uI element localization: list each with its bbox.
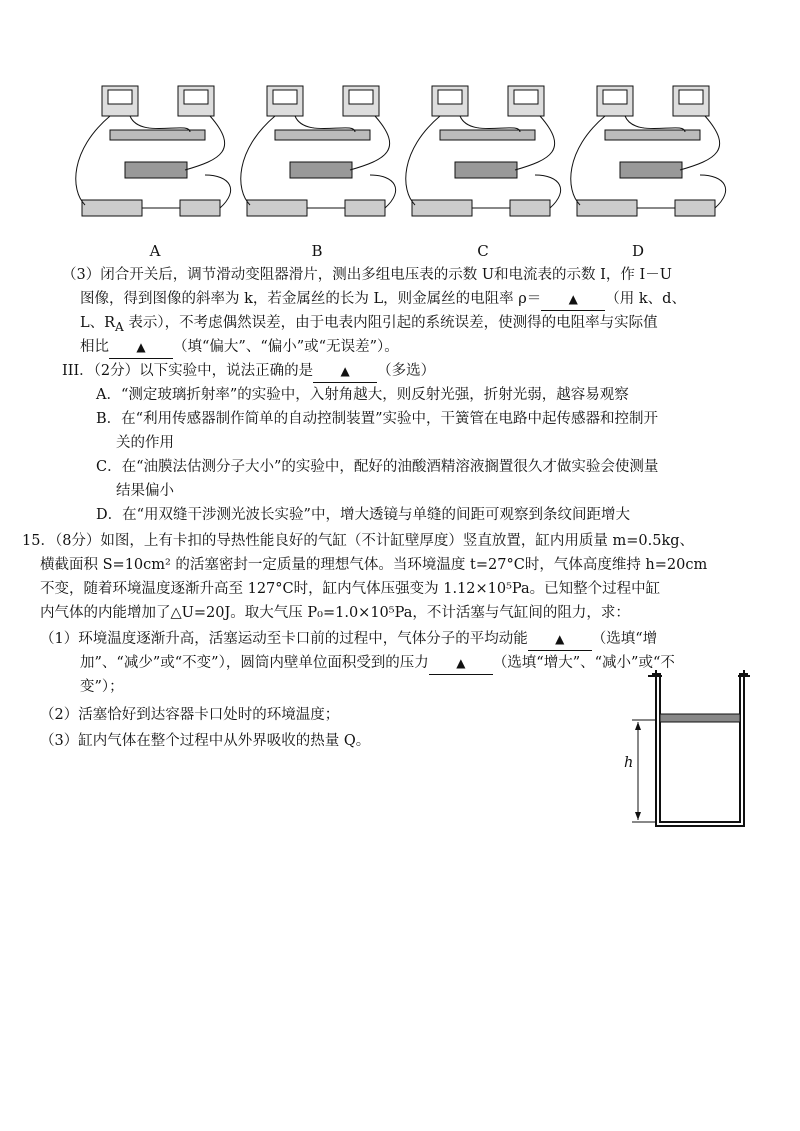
q3-line2-text: 图像，得到图像的斜率为 k，若金属丝的长为 L，则金属丝的电阻率 ρ＝ [80,291,542,307]
option-b-line1: B．在“利用传感器制作简单的自动控制装置”实验中，干簧管在电路中起传感器和控制开 [96,411,658,427]
circuit-diagrams [70,80,730,230]
q3b-head-text: III．（2分）以下实验中，说法正确的是 [62,363,314,379]
q3-line4-tail: （填“偏大”、“偏小”或“无误差”）。 [173,339,399,355]
q3-line3-tail: 表示），不考虑偶然误差，由于电表内阻引起的系统误差，使测得的电阻率与实际值 [123,315,658,331]
q3-line2-tail: （用 k、d、 [605,291,686,307]
q15-sub2: （2）活塞恰好到达容器卡口处时的环境温度； [40,707,340,723]
cylinder-figure [620,662,750,832]
q15-sub1b-tail: （选填“增大”、“减小”或“不 [492,655,675,671]
h-label: h [624,755,634,771]
q15-sub1-line1 [40,628,657,651]
q15-line1: 15．（8分）如图，上有卡扣的导热性能良好的气缸（不计缸壁厚度）竖直放置，缸内用质量 m=0.5kg、 [22,533,695,549]
circuit-label-a: A [149,242,161,260]
circuit-a [76,86,231,216]
answer-blank-multi[interactable] [313,360,377,383]
q15-line2: 横截面积 S=10cm² 的活塞密封一定质量的理想气体。当环境温度 t=27°C时，气体高度维持 h=20cm [40,557,708,573]
q15-sub1-tail: （选填“增 [591,631,658,647]
q15-line4: 内气体的内能增加了△U=20J。取大气压 P₀=1.0×10⁵Pa，不计活塞与气缸间的阻力，求： [40,605,630,621]
q3-line3 [80,312,658,338]
q3-line1: （3）闭合开关后，调节滑动变阻器滑片，测出多组电压表的示数 U和电流表的示数 I，作 I－U [62,267,672,283]
answer-blank-resistivity[interactable] [541,288,605,311]
q15-sub3: （3）缸内气体在整个过程中从外界吸收的热量 Q。 [40,733,371,749]
q3-line2 [80,288,686,311]
blank-mark: ▲ [136,340,146,354]
blank-mark: ▲ [555,632,565,646]
option-c-line1: C．在“油膜法估测分子大小”的实验中，配好的油酸酒精溶液搁置很久才做实验会使测量 [96,459,659,475]
q15-sub1-line3: 变”）； [80,679,124,695]
piston [660,714,740,722]
answer-blank-error[interactable] [109,336,173,359]
circuit-label-c: C [477,242,489,260]
circuit-c [406,86,561,216]
q15-sub1b-text: 加”、“减少”或“不变”），圆筒内壁单位面积受到的压力 [80,655,429,671]
option-c-line2: 结果偏小 [116,483,174,499]
option-a: A．“测定玻璃折射率”的实验中，入射角越大，则反射光强，折射光弱，越容易观察 [96,387,629,403]
answer-blank-kinetic[interactable] [528,628,592,651]
q3-line4-text: 相比 [80,339,109,355]
q3b-head-tail: （多选） [377,363,436,379]
option-b-line2: 关的作用 [116,435,174,451]
blank-mark: ▲ [340,364,350,378]
q15-sub1-text: （1）环境温度逐渐升高，活塞运动至卡口前的过程中，气体分子的平均动能 [40,631,528,647]
q15-line3: 不变，随着环境温度逐渐升高至 127°C时，缸内气体压强变为 1.12×10⁵Pa。已知整个过程中缸 [40,581,661,597]
blank-mark: ▲ [456,656,466,670]
option-d: D．在“用双缝干涉测光波长实验”中，增大透镜与单缝的间距可观察到条纹间距增大 [96,507,630,523]
q3b-head [62,360,435,383]
circuit-d [571,86,726,216]
answer-blank-pressure[interactable] [429,652,493,675]
circuit-label-d: D [631,242,645,260]
circuit-b [241,86,396,216]
q3-line3-text: L、R [80,315,116,331]
circuit-label-b: B [311,242,323,260]
q15-sub1-line2 [80,652,675,675]
q3-line3-sub: A [115,319,124,334]
blank-mark: ▲ [568,292,578,306]
q3-line4 [80,336,399,359]
